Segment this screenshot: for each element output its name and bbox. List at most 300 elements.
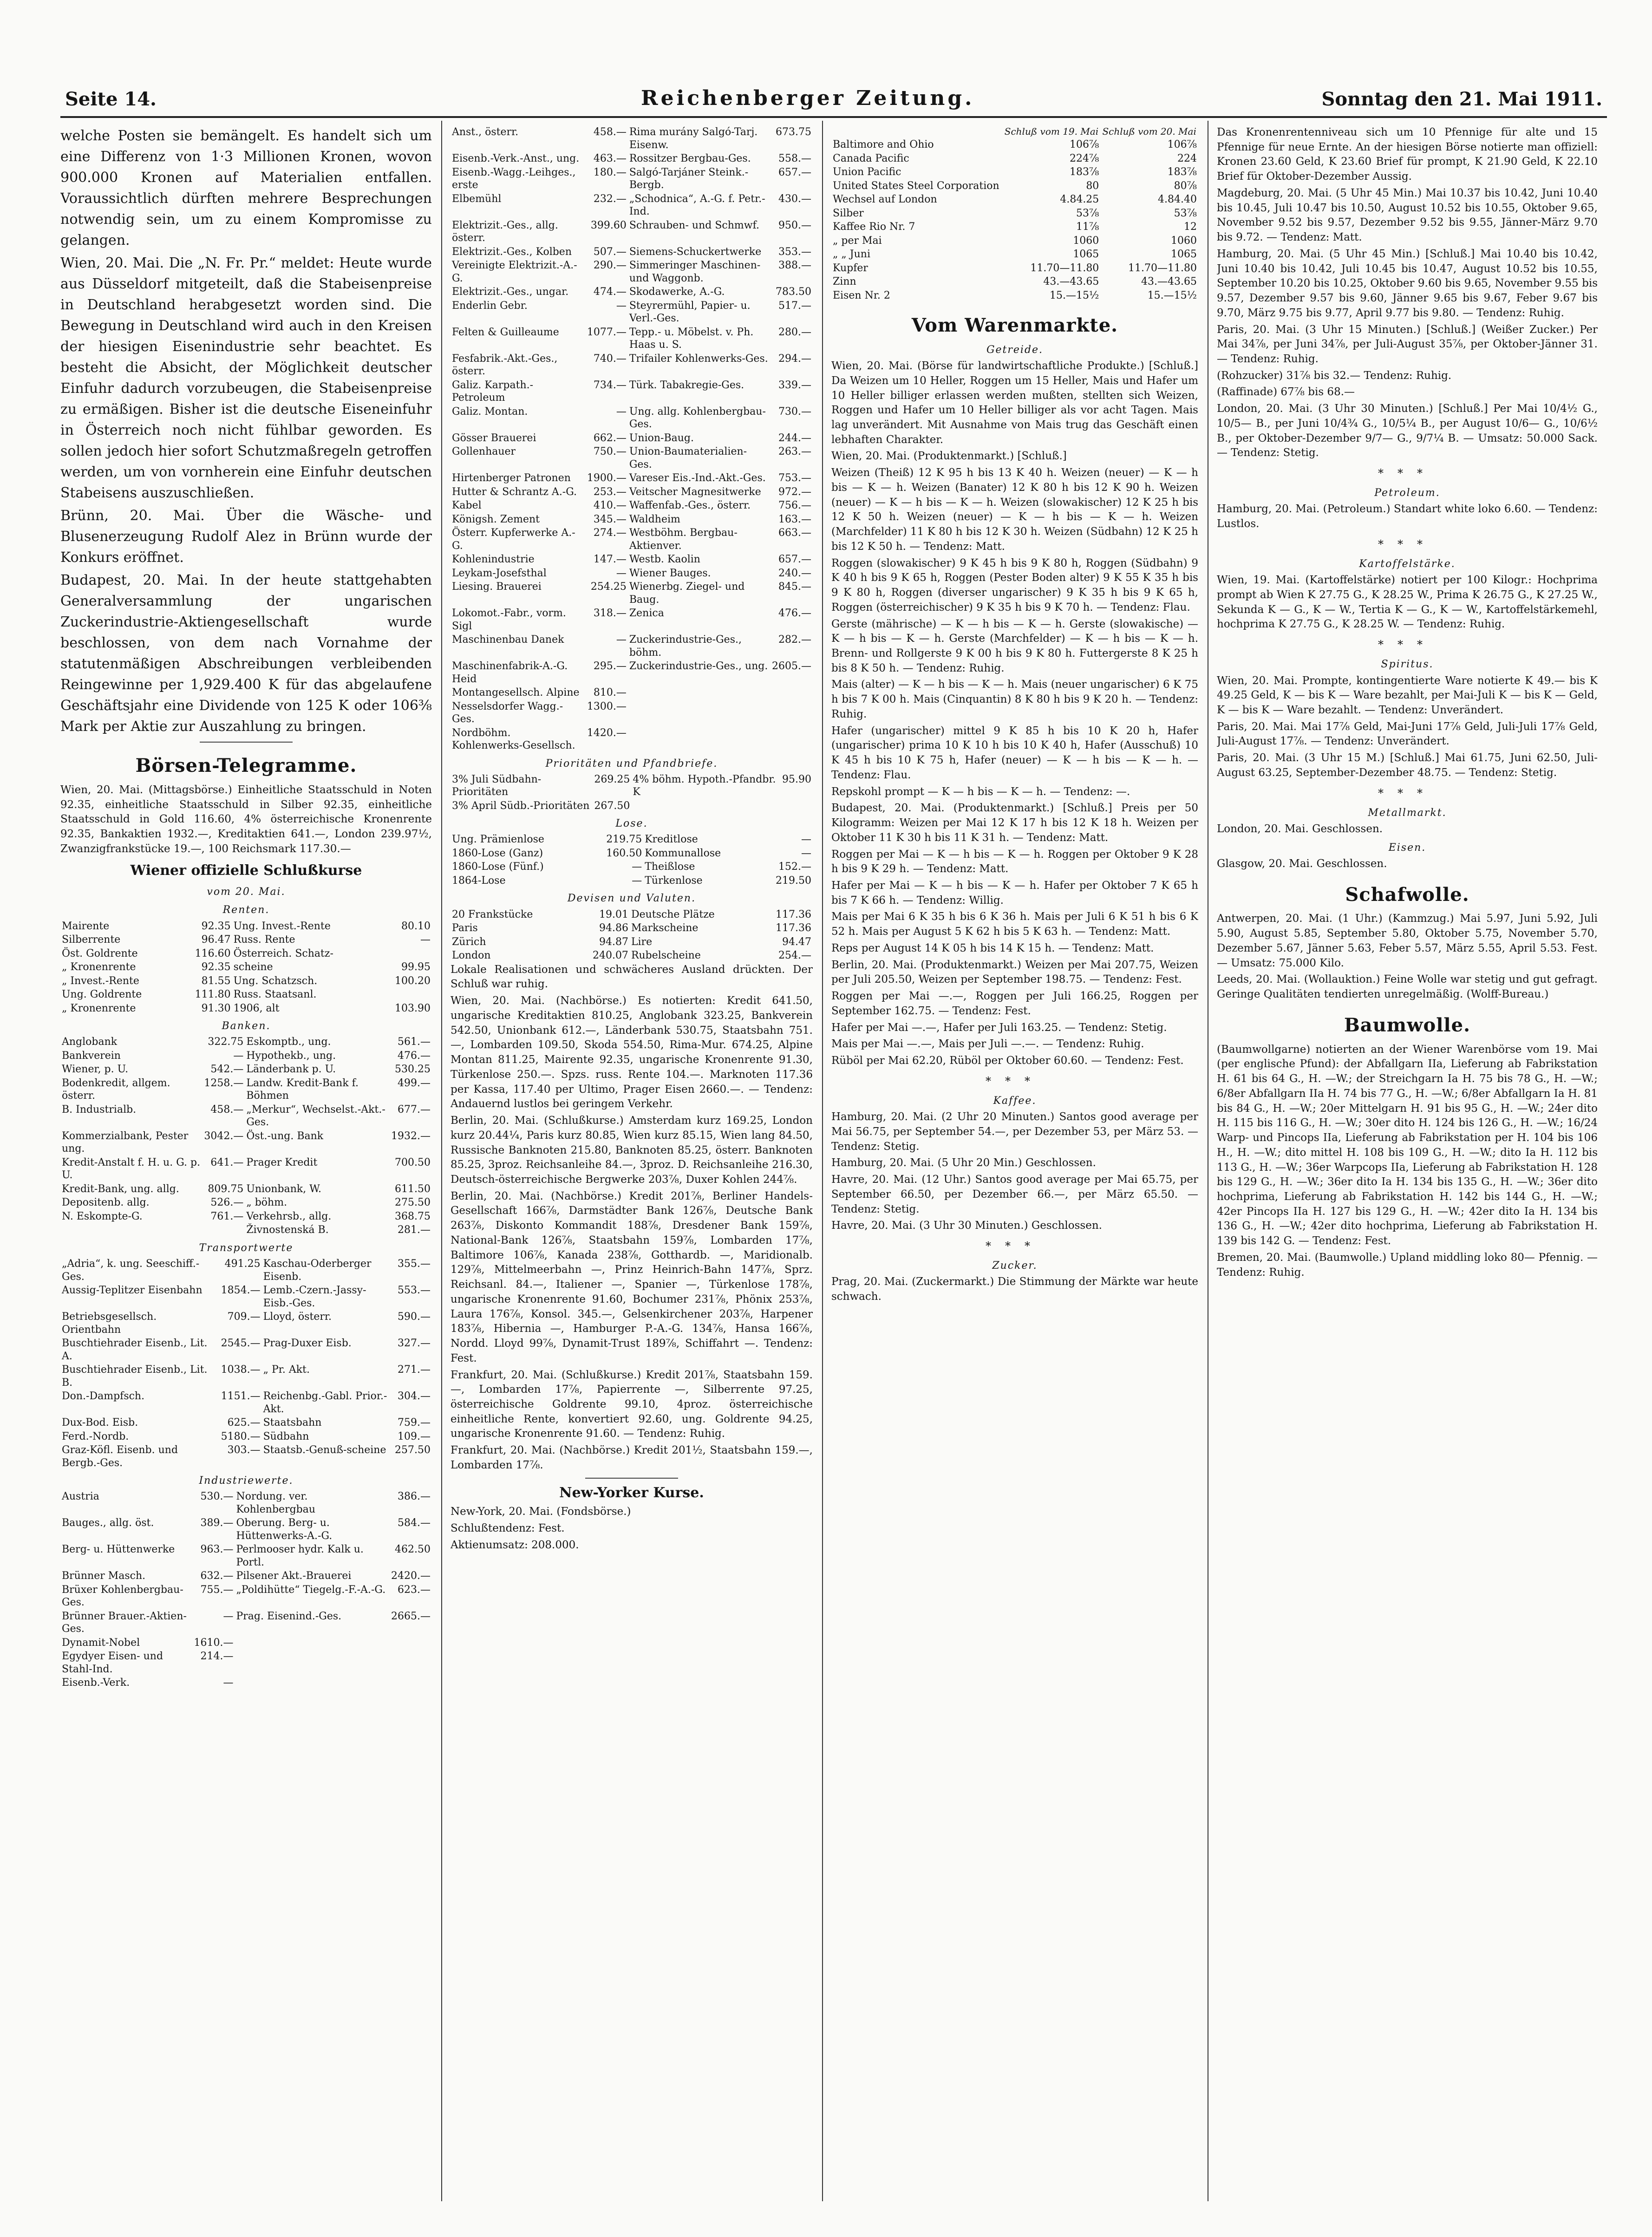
security-price (202, 1223, 245, 1237)
table-row (60, 1284, 432, 1310)
security-name (628, 700, 770, 726)
security-price: 219.75 (606, 834, 642, 846)
security-name: Fesfabrik.-Akt.-Ges., österr. (452, 352, 558, 377)
security-name: „ Pr. Akt. (263, 1364, 310, 1376)
table-row (60, 1063, 432, 1076)
security-name: Eisen Nr. 2 (833, 289, 890, 301)
security-price: 19.01 (599, 908, 628, 920)
security-price: 474.— (593, 286, 627, 298)
security-price: 271.— (398, 1364, 431, 1376)
category-heading: Eisen. (1388, 841, 1426, 854)
security-price: 224⅞ (1069, 152, 1099, 164)
security-name: 1906, alt (233, 1002, 280, 1014)
security-name: Maschinenfabrik-A.-G. Heid (452, 660, 568, 685)
security-price: 430.— (778, 193, 811, 205)
security-price: 1065 (1171, 248, 1197, 260)
security-name: scheine (233, 961, 273, 973)
security-name: „Adria“, k. ung. Seeschiff.-Ges. (62, 1258, 200, 1283)
security-price: 109.— (398, 1430, 431, 1442)
security-price: 232.— (593, 193, 627, 205)
table-row (451, 285, 813, 299)
security-name: Österr. Kupferwerke A.-G. (452, 527, 575, 552)
security-price: 530.— (200, 1491, 234, 1503)
security-price: 275.50 (395, 1197, 431, 1209)
table-row (451, 152, 813, 166)
security-name: Leykam-Josefsthal (452, 567, 547, 579)
security-name: Kommerzialbank, Pester ung. (62, 1130, 189, 1155)
security-price: 280.— (778, 326, 811, 338)
report-paragraph: Hamburg, 20. Mai. (5 Uhr 20 Min.) Geschlossen. (831, 1157, 1096, 1169)
security-name: Živnostenská B. (246, 1224, 329, 1236)
report-paragraph: New-York, 20. Mai. (Fondsbörse.) (451, 1506, 631, 1518)
quotes-table (60, 920, 432, 1016)
security-price: 253.— (593, 486, 627, 498)
column-1 (60, 125, 432, 2201)
security-price: 327.— (398, 1337, 431, 1349)
security-name: Wienerbg. Ziegel- und Baug. (629, 581, 745, 606)
security-name: Galiz. Montan. (452, 405, 528, 417)
security-price: 91.30 (201, 1002, 231, 1014)
security-price: 462.50 (395, 1544, 431, 1556)
security-name: Canada Pacific (833, 152, 909, 164)
security-price: 163.— (778, 513, 811, 525)
table-row (451, 166, 813, 192)
security-price: 750.— (593, 446, 627, 457)
security-name (235, 1650, 390, 1676)
table-row (831, 193, 1198, 207)
security-price: 94.86 (599, 922, 628, 934)
table-row (60, 1196, 432, 1210)
security-name: Elektrizit.-Ges., Kolben (452, 246, 572, 258)
security-name: Eisenb.-Wagg.-Leihges., erste (452, 166, 576, 191)
report-paragraph: Paris, 20. Mai. (3 Uhr 15 Minuten.) [Schluß.] (Weißer Zucker.) Per Mai 34⅞, per Juni 34⅞, per Juli-August 35⅞, per Oktober-Jänner 31.— Tendenz: Ruhig. (1217, 323, 1598, 365)
security-name: Wiener, p. U. (62, 1063, 129, 1076)
security-price: 95.90 (782, 773, 811, 785)
table-row (451, 553, 813, 567)
report-paragraph: Leeds, 20. Mai. (Wollauktion.) Feine Wolle war stetig und gut gefragt. Geringe Qualitäten tendierten unregelmäßig. (Wolff-Bureau.) (1217, 973, 1598, 1001)
report-paragraph: Hafer per Mai —.—, Hafer per Juli 163.25. — Tendenz: Stetig. (831, 1021, 1167, 1034)
security-name: Veitscher Magnesitwerke (629, 486, 761, 498)
security-name: Kaffee Rio Nr. 7 (833, 221, 915, 233)
table-row (831, 248, 1198, 261)
security-name: Ung. Schatzsch. (233, 975, 318, 987)
security-price: — (616, 405, 627, 417)
security-price: 641.— (210, 1156, 244, 1168)
security-name: Salgó-Tarjáner Steink.-Bergb. (629, 166, 749, 191)
security-price: 53⅞ (1174, 207, 1197, 219)
table-row (831, 220, 1198, 234)
report-paragraph: Havre, 20. Mai. (12 Uhr.) Santos good average per Mai 65.75, per September 66.50, per Dezember 66.—, per März 65.50. — Tendenz: Stetig. (831, 1174, 1198, 1215)
report-paragraph: Repskohl prompt — K — h bis — K — h. — Tendenz: —. (831, 785, 1130, 798)
security-price: 759.— (398, 1417, 431, 1428)
table-row (451, 326, 813, 352)
security-price: 1854.— (221, 1285, 261, 1296)
report-paragraph: Havre, 20. Mai. (3 Uhr 30 Minuten.) Geschlossen. (831, 1220, 1102, 1232)
security-price: 106⅞ (1167, 139, 1197, 150)
security-price (378, 947, 432, 961)
security-name: Kreditlose (645, 834, 698, 846)
section-divider (585, 1478, 678, 1479)
report-paragraph: (Raffinade) 67⅞ bis 68.— (1217, 386, 1355, 398)
security-name: „ per Mai (833, 235, 882, 247)
table-row (60, 1337, 432, 1363)
security-name: Silber (833, 207, 864, 219)
security-name: Eisenb.-Verk.-Anst., ung. (452, 153, 580, 164)
security-name: Kupfer (833, 262, 868, 274)
security-name: Ung. Goldrente (62, 989, 142, 1001)
security-name: „Poldihütte“ Tiegelg.-F.-A.-G. (236, 1584, 386, 1596)
security-price: 386.— (398, 1491, 431, 1503)
security-price: 116.60 (195, 947, 231, 959)
report-paragraph: Frankfurt, 20. Mai. (Schlußkurse.) Kredit 201⅞, Staatsbahn 159.—, Lombarden 17⅞, Papierrente —, Silberrente 97.25, österreichische Goldrente 99.10, 4proz. österreichische einheitliche Rente, konvertiert 92.60, ung. Goldrente 94.25, ungarische Kronenrente 91.60. — Tendenz: Ruhig. (451, 1369, 813, 1440)
security-price: 4.84.25 (1060, 194, 1099, 205)
security-name: Montangesellsch. Alpine (452, 687, 580, 698)
security-price: 783.50 (776, 286, 811, 298)
table-row (60, 1363, 432, 1389)
security-name: Zinn (833, 276, 856, 287)
security-name: Kredit-Anstalt f. H. u. G. p. U. (62, 1156, 201, 1181)
security-price: 399.60 (590, 219, 627, 231)
category-heading: Petroleum. (1374, 487, 1440, 499)
security-price: 103.90 (395, 1002, 431, 1014)
security-price: 1300.— (587, 700, 627, 712)
security-name: Nesselsdorfer Wagg.-Ges. (452, 700, 563, 725)
table-row (60, 1210, 432, 1224)
report-paragraph: Das Kronenrentenniveau sich um 10 Pfennige für alte und 15 Pfennige für neue Ernte. An der hiesigen Börse notierte man offiziell: Kronen 23.60 Geld, K 23.60 Brief für prompt, K 21.90 Geld, K 22.10 Brief für Oktober-Dezember Aussig. (1217, 126, 1598, 183)
table-row (60, 1076, 432, 1103)
security-price: 322.75 (208, 1036, 244, 1048)
security-price: 263.— (778, 446, 811, 457)
security-price: 476.— (398, 1050, 431, 1062)
table-row (60, 1257, 432, 1284)
security-price: 12 (1184, 221, 1197, 233)
security-name: Landw. Kredit-Bank f. Böhmen (246, 1077, 359, 1102)
security-name: Russ. Rente (233, 934, 295, 946)
security-price: 657.— (778, 554, 811, 565)
security-price: 339.— (778, 379, 811, 391)
table-row (60, 1129, 432, 1156)
security-price: 240.07 (592, 950, 628, 962)
security-name: Königsh. Zement (452, 513, 540, 525)
report-paragraph: Hafer (ungarischer) mittel 9 K 85 h bis 10 K 20 h, Hafer (ungarischer) prima 10 K 10 h bis 10 K 40 h, Hafer (Ausschuß) 10 K 45 h bis 10 K 75 h, Hafer (neuer) — K — h bis — K — h. — Tendenz: Flau. (831, 724, 1198, 781)
cotton-reports (1217, 1043, 1598, 1280)
column-4 (1217, 125, 1598, 2201)
security-price: 542.— (210, 1063, 244, 1076)
security-price: 507.— (593, 246, 627, 258)
security-price: 1038.— (221, 1364, 261, 1376)
security-price: 53⅞ (1076, 207, 1099, 219)
page-header (60, 84, 1607, 118)
column-divider (441, 121, 442, 2201)
report-paragraph: Wien, 20. Mai. (Börse für landwirtschaftliche Produkte.) [Schluß.] Da Weizen um 10 Heller, Roggen um 15 Heller, Mais und Hafer um 10 Heller billiger erlassen werden mußten, stellten sich Weizen, Roggen und Hafer um 10 Heller billiger als vor acht Tagen. Mais lag unverändert. Mit Ausnahme von Mais trug das Geschäft einen lebhaften Charakter. (831, 360, 1198, 446)
table-row (451, 471, 813, 485)
separator-stars: *** (1378, 638, 1437, 652)
article-paragraph: Brünn, 20. Mai. Über die Wäsche- und Blusenerzeugung Rudolf Alez in Brünn wurde der Konkurs eröffnet. (60, 508, 432, 566)
security-price: 1060 (1073, 235, 1099, 247)
security-name: Buschtiehrader Eisenb., Lit. A. (62, 1337, 208, 1362)
table-row (60, 974, 432, 988)
separator-stars: *** (1378, 537, 1437, 551)
security-price: 1420.— (587, 727, 627, 739)
report-paragraph: London, 20. Mai. Geschlossen. (1217, 822, 1383, 835)
newspaper-page (60, 84, 1607, 2220)
security-price: 92.35 (201, 920, 231, 932)
quotes-table (60, 1257, 432, 1470)
security-price: 254.— (778, 950, 811, 962)
report-paragraph: Hamburg, 20. Mai. (Petroleum.) Standart white loko 6.60. — Tendenz: Lustlos. (1217, 503, 1598, 530)
security-name: Öst.-ung. Bank (246, 1130, 324, 1142)
table-row (451, 726, 813, 753)
report-paragraph: Wien, 20. Mai. (Produktenmarkt.) [Schluß.] (831, 450, 1067, 463)
security-name: Galiz. Karpath.-Petroleum (452, 379, 534, 404)
report-paragraph: Magdeburg, 20. Mai. (5 Uhr 45 Min.) Mai 10.37 bis 10.42, Juni 10.40 bis 10.45, Juli 10.47 bis 10.50, August 10.52 bis 10.55, Oktober 9.65, November 9.52 bis 9.57, Dezember 9.52 bis 9.55, Jänner-März 9.70 bis 9.72. — Tendenz: Matt. (1217, 187, 1598, 244)
security-name: Berg- u. Hüttenwerke (62, 1544, 175, 1556)
security-price: 499.— (398, 1077, 431, 1089)
security-price: — (632, 874, 642, 887)
security-name: Elbemühl (452, 193, 502, 205)
section-title: Schafwolle. (1345, 883, 1469, 906)
security-price: — (420, 934, 431, 946)
security-name: Anglobank (62, 1036, 118, 1048)
security-price: 2605.— (772, 660, 811, 672)
security-name: Lloyd, österr. (263, 1311, 332, 1323)
security-price: 1151.— (221, 1390, 261, 1402)
security-price: 526.— (210, 1197, 244, 1209)
security-price: 2665.— (391, 1610, 431, 1622)
wool-reports (1217, 912, 1598, 1002)
security-name: Schrauben- und Schmwf. (629, 219, 759, 231)
security-price: 219.50 (776, 874, 811, 887)
security-price: 730.— (778, 405, 811, 417)
security-price: 625.— (227, 1417, 261, 1428)
table-row (451, 299, 813, 326)
category-heading: Devisen und Valuten. (567, 893, 696, 905)
security-name: Union-Baug. (629, 432, 694, 444)
security-price: 476.— (778, 607, 811, 619)
report-paragraph: Hamburg, 20. Mai. (5 Uhr 45 Min.) [Schluß.] Mai 10.40 bis 10.42, Juni 10.40 bis 10.42, Juli 10.45 bis 10.47, August 10.52 bis 10.55, September 10.20 bis 10.25, Oktober 9.60 bis 9.65, November 9.55 bis 9.57, Dezember 9.57 bis 9.60, Jänner 9.65 bis 9.67, Feber 9.67 bis 9.70, März 9.75 bis 9.77, April 9.77 bis 9.80. — Tendenz: Ruhig. (1217, 248, 1598, 319)
security-price: 632.— (200, 1570, 234, 1582)
security-name: Trifailer Kohlenwerks-Ges. (629, 352, 768, 365)
security-price: 388.— (778, 260, 811, 271)
security-price: 761.— (210, 1210, 244, 1222)
security-price: 214.— (200, 1650, 234, 1663)
security-name: Nordböhm. Kohlenwerks-Gesellsch. (452, 727, 575, 751)
security-name: Dynamit-Nobel (62, 1637, 140, 1649)
table-row (451, 799, 813, 813)
newyork-table (831, 125, 1198, 302)
security-price: 734.— (593, 379, 627, 391)
table-row (831, 261, 1198, 275)
security-name: Gollenhauer (452, 446, 516, 457)
security-price: 845.— (778, 581, 811, 593)
security-name: Ferd.-Nordb. (62, 1430, 129, 1442)
security-price: 295.— (593, 660, 627, 672)
report-paragraph: Budapest, 20. Mai. (Produktenmarkt.) [Schluß.] Preis per 50 Kilogramm: Weizen per Mai 12 K 17 h bis 12 K 18 h. Weizen per Oktober 11 K 30 h bis 11 K 31 h. — Tendenz: Matt. (831, 802, 1198, 844)
security-price: 80.10 (401, 920, 431, 932)
security-name: Prager Kredit (246, 1156, 318, 1168)
security-name: Tepp.- u. Möbelst. v. Ph. Haas u. S. (629, 326, 754, 351)
security-price (770, 726, 813, 753)
security-price: 389.— (200, 1517, 234, 1529)
table-row (831, 165, 1198, 179)
security-price: 94.47 (782, 936, 811, 948)
table-row (60, 988, 432, 1002)
security-name: Wiener Bauges. (629, 567, 711, 579)
table-row (831, 152, 1198, 166)
security-price: 43.—43.65 (1043, 276, 1099, 287)
category-heading: Transportwerte (199, 1242, 294, 1254)
security-price: 1065 (1073, 248, 1099, 260)
table-row (60, 1049, 432, 1063)
security-name: Zuckerindustrie-Ges., ung. (629, 660, 768, 672)
table-row (60, 960, 432, 974)
security-name: Betriebsgesellsch. Orientbahn (62, 1311, 157, 1336)
security-name: Simmeringer Maschinen- und Waggonb. (629, 260, 761, 284)
table-row (60, 920, 432, 933)
quotes-table (60, 1490, 432, 1690)
security-price: 1060 (1171, 235, 1197, 247)
report-paragraph: (Baumwollgarne) notierten an der Wiener Warenbörse vom 19. Mai (per englische Pfund): der Abfallgarn IIa, Lieferung ab Fabrikstation H. 61 bis 64 G., H. —W.; der Streichgarn Ia H. 75 bis 78 G., H. —W.; 6/8er Abfallgarn IIa H. 74 bis 77 G., H. —W.; 6/8er Abfallgarn Ia H. 81 bis 84 G., H. —W.; 20er Mittelgarn H. 91 bis 95 G., H. —W.; 24er dito H. 115 bis 116 G., H. —W.; 30er dito H. 124 bis 126 G., H. —W.; 16/24 Warp- und Pincops IIa, Lieferung ab Fabrikstation per H. 104 bis 106 H., H. —W.; dito mittel H. 108 bis 109 G., H. —W.; dito Ia H. 112 bis 113 G., H. —W.; 36er Warpcops IIa, Lieferung ab Fabrikstation H. 128 bis 129 G., H. —W.; 36er dito Ia H. 134 bis 135 G., H. —W.; 36er dito hochprima, Lieferung ab Fabrikstation H. 142 bis 144 G., H. —W.; 42er Pincops IIa H. 127 bis 129 G., H. —W.; 42er dito Ia H. 134 bis 136 G., H. —W.; 42er dito hochprima, Lieferung ab Fabrikstation H. 139 bis 142 G. — Tendenz: Fest. (1217, 1043, 1598, 1247)
security-name: Reichenbg.-Gabl. Prior.-Akt. (263, 1390, 387, 1415)
security-price: 709.— (227, 1311, 261, 1323)
security-price: 950.— (778, 219, 811, 231)
security-name: Lire (631, 936, 653, 948)
sugar-reports (1217, 125, 1598, 461)
table-row (451, 949, 813, 963)
security-price: 294.— (778, 352, 811, 365)
table-row (451, 607, 813, 633)
security-price (390, 1650, 432, 1676)
security-price: 1900.— (587, 472, 627, 484)
security-name: Brüxer Kohlenbergbau-Ges. (62, 1584, 183, 1609)
security-price: 106⅞ (1069, 139, 1099, 150)
category-heading: Spiritus. (1381, 659, 1434, 671)
article-paragraph: Wien, 20. Mai. Die „N. Fr. Pr.“ meldet: Heute wurde aus Düsseldorf mitgeteilt, daß die Stabeisenpreise in Deutschland herabgesetzt worden sind. Die Bewegung in Deutschland wird auch in den Kreisen der hiesigen Eisenindustrie sehr beachtet. Es besteht die Absicht, der Möglichkeit deutscher Einfuhr dadurch vorzubeugen, die Stabeisenpreise zu ermäßigen. Bisher ist die deutsche Eiseneinfuhr in Österreich noch nicht fühlbar geworden. Es sollen jedoch hier sofort Schutzmaßregeln getroffen werden, um von vornherein eine Einfuhr deutschen Stabeisens auszuschließen. (60, 255, 432, 501)
security-price: 281.— (398, 1224, 431, 1236)
security-price: — (616, 300, 627, 312)
security-price: 5180.— (221, 1430, 261, 1442)
security-price: 240.— (778, 567, 811, 579)
section-divider (200, 742, 293, 743)
report-paragraph: Bremen, 20. Mai. (Baumwolle.) Upland middling loko 80— Pfennig. — Tendenz: Ruhig. (1217, 1251, 1598, 1278)
report-paragraph: Lokale Realisationen und schwächeres Ausland drückten. Der Schluß war ruhig. (451, 963, 813, 991)
separator-stars: *** (1378, 467, 1437, 480)
security-name: Länderbank p. U. (246, 1063, 336, 1076)
security-name: Lemb.-Czern.-Jassy-Eisb.-Ges. (263, 1285, 366, 1309)
security-name: Aussig-Teplitzer Eisenbahn (62, 1285, 202, 1296)
table-header-row: Schluß vom 19. Mai Schluß vom 20. Mai (1004, 126, 1196, 137)
table-row (60, 933, 432, 947)
security-name: N. Eskompte-G. (62, 1210, 143, 1222)
security-price: 753.— (778, 472, 811, 484)
security-name: 3% April Südb.-Prioritäten (452, 800, 590, 812)
table-row (451, 700, 813, 726)
category-heading: Lose. (615, 818, 648, 830)
category-heading: Renten. (222, 904, 270, 916)
quotes-table (451, 773, 813, 813)
security-price: 224 (1177, 152, 1197, 164)
security-name (628, 726, 770, 753)
report-paragraph: Paris, 20. Mai. (3 Uhr 15 M.) [Schluß.] Mai 61.75, Juni 62.50, Juli-August 63.25, September-Dezember 48.75. — Tendenz: Stetig. (1217, 752, 1598, 779)
security-name: Bodenkredit, allgem. österr. (62, 1077, 170, 1102)
security-price: 80⅞ (1174, 180, 1197, 192)
table-row (451, 513, 813, 527)
security-name: Russ. Staatsanl. (233, 989, 317, 1001)
section-title: Baumwolle. (1344, 1014, 1470, 1036)
security-price: 304.— (398, 1390, 431, 1402)
category-heading: Kartoffelstärke. (1359, 558, 1456, 570)
security-name: Union-Baumaterialien-Ges. (629, 446, 747, 470)
security-name: Perlmooser hydr. Kalk u. Portl. (236, 1544, 364, 1568)
security-name: 3% Juli Südbahn-Prioritäten (452, 773, 542, 798)
security-price: 96.47 (201, 934, 231, 946)
security-name: 1860-Lose (Ganz) (452, 847, 543, 859)
security-name: Kommunallose (645, 847, 721, 859)
security-price: 657.— (778, 166, 811, 178)
security-price: 410.— (593, 500, 627, 511)
table-row (60, 1516, 432, 1543)
security-price: 99.95 (401, 961, 431, 973)
security-name: Eisenb.-Verk. (62, 1677, 130, 1689)
security-name: Nordung. ver. Kohlenbergbau (236, 1491, 316, 1515)
security-price: 11.70—11.80 (1128, 262, 1197, 274)
security-name: Baltimore and Ohio (833, 139, 934, 150)
security-name: Markscheine (631, 922, 699, 934)
subsection-title: Wiener offizielle Schlußkurse (130, 862, 362, 879)
report-paragraph: Weizen (Theiß) 12 K 95 h bis 13 K 40 h. Weizen (neuer) — K — h bis — K — h. Weizen (Banater) 12 K 80 h bis 12 K 90 h. Weizen (neuer) — K — h bis — K — h. Weizen (slowakischer) 12 K 25 h bis 12 K 50 h. Weizen (neuer) — K — h bis — K — h. Weizen (Marchfelder) 11 K 80 h bis 12 K 30 h. Weizen (Südbahn) 12 K 25 h bis 12 K 50 h. — Tendenz: Matt. (831, 467, 1198, 553)
security-name: London (452, 950, 491, 962)
market-reports (831, 359, 1198, 1069)
security-price: 611.50 (395, 1183, 431, 1195)
table-row (451, 378, 813, 405)
security-name (235, 1636, 390, 1650)
table-row (451, 567, 813, 580)
report-paragraph: Berlin, 20. Mai. (Nachbörse.) Kredit 201⅞, Berliner Handels-Gesellschaft 166⅞, Darmstädter Bank 126⅞, Deutsche Bank 263⅞, Diskonto Kommandit 188⅞, Dresdener Bank 159⅞, National-Bank 126⅞, Staatsbahn 159⅞, Lombarden 17⅞, Baltimore 106⅞, Kanada 238⅞, Gotthardb. —, Maridionalb. 129⅞, Mittelmeerbahn —, Prinz Heinrich-Bahn 147⅞, Sprz. Reichsanl. 84.—, Italiener —, Spanier —, Türkenlose 178⅞, ungarische Kronenrente 91.60, Bochumer 231⅞, Phönix 253⅞, Laura 176⅞, Konsol. 345.—, Gelsenkirchener 203⅞, Harpener 183⅞, Hibernia —, Hamburger P.-A.-G. 134⅞, Hansa 166⅞, Nordd. Lloyd 99⅞, Dynamit-Trust 189⅞, Schiffahrt —. Tendenz: Fest. (451, 1190, 813, 1364)
report-paragraph: Aktienumsatz: 208.000. (451, 1539, 579, 1551)
security-price: 3042.— (204, 1130, 244, 1142)
security-price: 972.— (778, 486, 811, 498)
security-name: Südbahn (263, 1430, 309, 1442)
security-price: 183⅞ (1069, 166, 1099, 178)
report-paragraph: Roggen (slowakischer) 9 K 45 h bis 9 K 80 h, Roggen (Südbahn) 9 K 40 h bis 9 K 65 h, Roggen (Pester Boden alter) 9 K 55 K 35 h bis 9 K 80 h, Roggen (diverser ungarischer) 9 K 35 h bis 9 K 65 h, Roggen (österreichischer) 9 K 35 h bis 9 K 70 h. — Tendenz: Flau. (831, 557, 1198, 613)
report-paragraph: Wien, 20. Mai. (Mittagsbörse.) Einheitliche Staatsschuld in Noten 92.35, einheitliche Staatsschuld in Silber 92.35, einheitliche Staatsschuld in Gold 116.60, 4% österreichische Kronenrente 92.35, Bankaktien 1932.—, Kreditaktien 641.—, London 239.97½, Zwanzigfrankstücke 19.—, 100 Reichsmark 117.30.— (60, 783, 432, 855)
security-name: Union Pacific (833, 166, 901, 178)
security-name: „ „ Juni (833, 248, 870, 260)
report-paragraph: Reps per August 14 K 05 h bis 14 K 15 h. — Tendenz: Matt. (831, 942, 1154, 954)
report-paragraph: Paris, 20. Mai. Mai 17⅞ Geld, Mai-Juni 17⅞ Geld, Juli-Juli 17⅞ Geld, Juli-August 17⅞. — Tendenz: Unverändert. (1217, 720, 1598, 748)
security-price: 663.— (778, 527, 811, 539)
security-name: Silberrente (62, 934, 121, 946)
table-row (60, 1103, 432, 1129)
separator-stars: *** (986, 1239, 1044, 1252)
security-name: Prag. Eisenind.-Ges. (236, 1610, 342, 1622)
security-price: 561.— (398, 1036, 431, 1048)
security-price: — (801, 834, 811, 846)
report-paragraph: Frankfurt, 20. Mai. (Nachbörse.) Kredit 201½, Staatsbahn 159.—, Lombarden 17⅞. (451, 1444, 813, 1471)
security-price: 11⅞ (1076, 221, 1099, 233)
security-price: 458.— (593, 126, 627, 138)
security-name: 1860-Lose (Fünf.) (452, 861, 544, 873)
report-paragraph: Gerste (mährische) — K — h bis — K — h. Gerste (slowakische) — K — h bis — K — h. Gerste (Marchfelder) — K — h bis — K — h. Brenn- und Rollgerste 9 K 00 h bis 9 K 80 h. Futtergerste 8 K 25 h bis 8 K 50 h. — Tendenz: Ruhig. (831, 618, 1198, 674)
table-row (451, 526, 813, 553)
security-price: 662.— (593, 432, 627, 444)
security-price: 11.70—11.80 (1030, 262, 1099, 274)
security-name (235, 1676, 390, 1690)
table-row (451, 633, 813, 659)
security-price: — (616, 567, 627, 579)
security-price: 92.35 (201, 961, 231, 973)
security-name: Kaschau-Oderberger Eisenb. (263, 1258, 372, 1283)
